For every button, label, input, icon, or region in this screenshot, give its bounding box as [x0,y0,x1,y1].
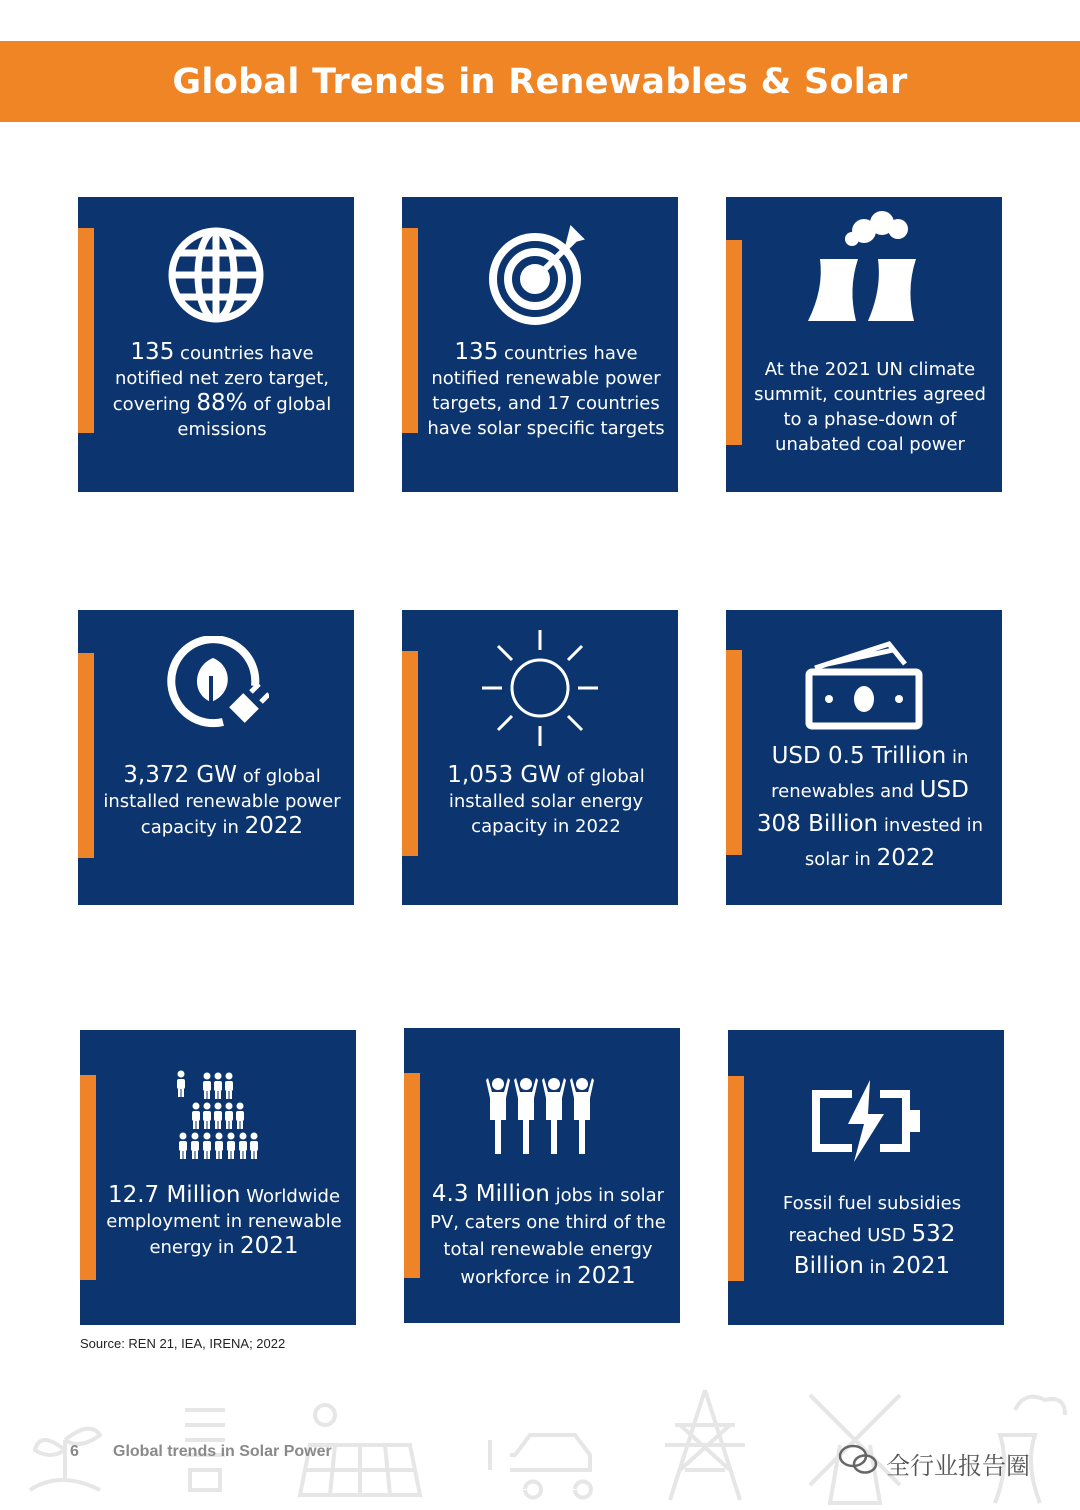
card-text: 1,053 GW of global installed solar energy capacity in 2022 [447,762,645,837]
card-renewable-capacity [78,610,354,905]
sun-icon [480,628,600,753]
money-icon [805,640,923,735]
watermark [838,1443,1030,1484]
card-text: Fossil fuel subsidies reached USD 532 Billion in 2021 [782,1193,962,1279]
card-text: 135 countries have notified renewable power targets, and 17 countries have solar specific targets [427,339,665,439]
page-header [0,41,1080,122]
accent-bar [402,228,418,433]
card-solar-jobs [404,1028,680,1323]
accent-bar [78,228,94,433]
card-text: 4.3 Million jobs in solar PV, caters one third of the total renewable energy workforce in 2021 [430,1181,666,1289]
sprout-icon [20,1410,110,1505]
footer-title: Global trends in Solar Power [113,1443,332,1460]
eco-plug-icon [163,636,269,741]
accent-bar [80,1075,96,1280]
workers-icon [486,1076,598,1161]
factory-icon [802,209,926,328]
card-text: 135 countries have notified net zero target, covering 88% of global emissions [112,339,332,440]
accent-bar [728,1076,744,1281]
battery-icon [806,1078,926,1169]
card-text: 12.7 Million Worldwide employment in renewable energy in 2021 [106,1182,342,1259]
card-employment [80,1030,356,1325]
card-text: 3,372 GW of global installed renewable power capacity in 2022 [103,762,341,839]
card-net-zero [78,197,354,492]
globe-icon [166,225,266,330]
source-note: Source: REN 21, IEA, IRENA; 2022 [80,1336,286,1351]
power-tower-icon [650,1385,760,1510]
electric-car-icon [480,1420,610,1505]
card-investment [726,610,1002,905]
card-coal-summit [726,197,1002,492]
page-number: 6 [70,1443,79,1460]
accent-bar [726,650,742,855]
card-text: At the 2021 UN climate summit, countries agreed to a phase-down of unabated coal power [754,359,986,455]
watermark-text: 全行业报告圈 [886,1453,1030,1480]
accent-bar [402,651,418,856]
wechat-icon [838,1443,878,1484]
people-icon [176,1070,260,1167]
accent-bar [78,653,94,858]
accent-bar [726,240,742,445]
accent-bar [404,1073,420,1278]
card-fossil-subsidies [728,1030,1004,1325]
page-title: Global Trends in Renewables & Solar [172,61,908,102]
target-icon [487,223,593,332]
card-text: USD 0.5 Trillion in renewables and USD 308 Billion invested in solar in 2022 [756,743,984,871]
card-renewable-targets [402,197,678,492]
card-solar-capacity [402,610,678,905]
